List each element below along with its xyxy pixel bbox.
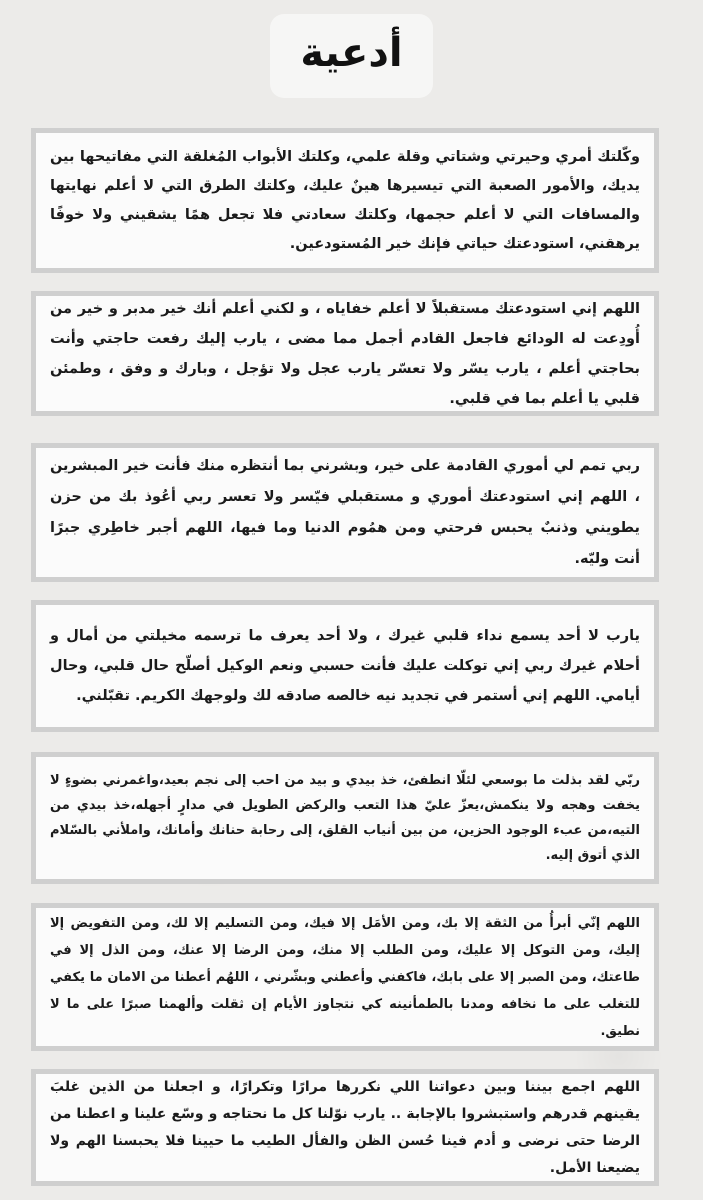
dua-text: اللهم إني استودعتك مستقبلاً لا أعلم خفاياه ، و لكني أعلم أنك خير مدبر و خير من أُودِعت له الودائع فاجعل القادم أجمل مما مضى ، يارب إليك رفعت حاجتي وأنت بحاجتي أعلم ، يارب يسّر ولا تعسّر يارب عجل ولا تؤجل ، وبارك و وفق ، وطمئن قلبي يا أعلم بما في قلبي.: [50, 300, 640, 407]
dua-text: ربّي لقد بذلت ما بوسعي لئلّا انطفئ، خذ بيدي و بيد من احب إلى نجم بعيد،واغمرني بضوءٍ لا يخفت وهجه ولا ينكمش،يعزّ عليّ هذا التعب والركض الطويل في مدارٍ أجهله،خذ بيدي من التيه،من عبء الوجود الحزين، من بين أنياب القلق، إلى رحابة حنانك وأمانك، واملأني بالسّلام الذي أتوق إليه.: [50, 773, 640, 863]
dua-card: [31, 903, 659, 1051]
dua-card: [31, 600, 659, 732]
dua-text: وكّلتك أمري وحيرتي وشتاتي وقلة علمي، وكلتك الأبواب المُغلقة التي مفاتيحها بين يديك، والأمور الصعبة التي تيسيرها هينٌ عليك، وكلتك الطرق التي لا أعلم نهايتها والمسافات التي لا أعلم حجمها، وكلتك سعادتي فلا تجعل همًا يشقيني ولا خوفًا يرهقني، استودعتك حياتي فإنك خير المُستودعين.: [50, 148, 640, 252]
dua-card: [31, 128, 659, 273]
dua-text: يارب لا أحد يسمع نداء قلبي غيرك ، ولا أحد يعرف ما ترسمه مخيلتي من أمال و أحلام غيرك ربي إني توكلت عليك فأنت حسبي ونعم الوكيل أصلّح حال قلبي، وحال أيامي. اللهم إني أستمر في تجديد نيه خالصه صادقه لك ولوجهك الكريم. تقبّلني.: [50, 628, 640, 704]
dua-card: [31, 443, 659, 582]
dua-text: اللهم إنّي أبرأُ من الثقة إلا بك، ومن الأمَل إلا فيك، ومن التسليم إلا لك، ومن التفويض إلا إليك، ومن التوكل إلا عليك، ومن الطلب إلا منك، ومن الرضا إلا عنك، ومن الذل إلا في طاعتك، ومن الصبر إلا على بابك، فاكفني وأعطني وبشّرني ، اللهُم أعطنا من الامان ما يكفي للتغلب على ما نخافه ومدنا بالطمأنينه كي نتجاوز الأيام إن ثقلت وألهمنا صبرًا على ما لا نطيق.: [50, 915, 640, 1039]
dua-text: اللهم اجمع بيننا وبين دعواتنا اللي نكررها مرارًا وتكرارًا، و اجعلنا من الذين غلبَ يقينهم قدرهم واستبشروا بالإجابة .. يارب نوّلنا كل ما نحتاجه و وسّع علينا و اعطنا من الرضا حتى نرضى و أدم فينا حُسن الظن والفأل الطيب ما حيينا فلا يحبسنا الهم ولا يضيعنا الأمل.: [50, 1078, 640, 1176]
dua-text: ربي تمم لي أموري القادمة على خير، وبشرني بما أنتظره منك فأنت خير المبشرين ، اللهم إني استودعتك أموري و مستقبلي فيّسر ولا تعسر ربي أعُوذ بك من حزن يطويني وذنبٌ يحبس فرحتي ومن همُوم الدنيا وما فيها، اللهم أجبر خاطِري جبرًا أنت وليّه.: [50, 457, 640, 567]
dua-card: [31, 752, 659, 884]
dua-card: [31, 1069, 659, 1186]
page-title: أدعية: [270, 14, 432, 98]
title-wrap: [0, 14, 703, 98]
dua-card: [31, 291, 659, 416]
